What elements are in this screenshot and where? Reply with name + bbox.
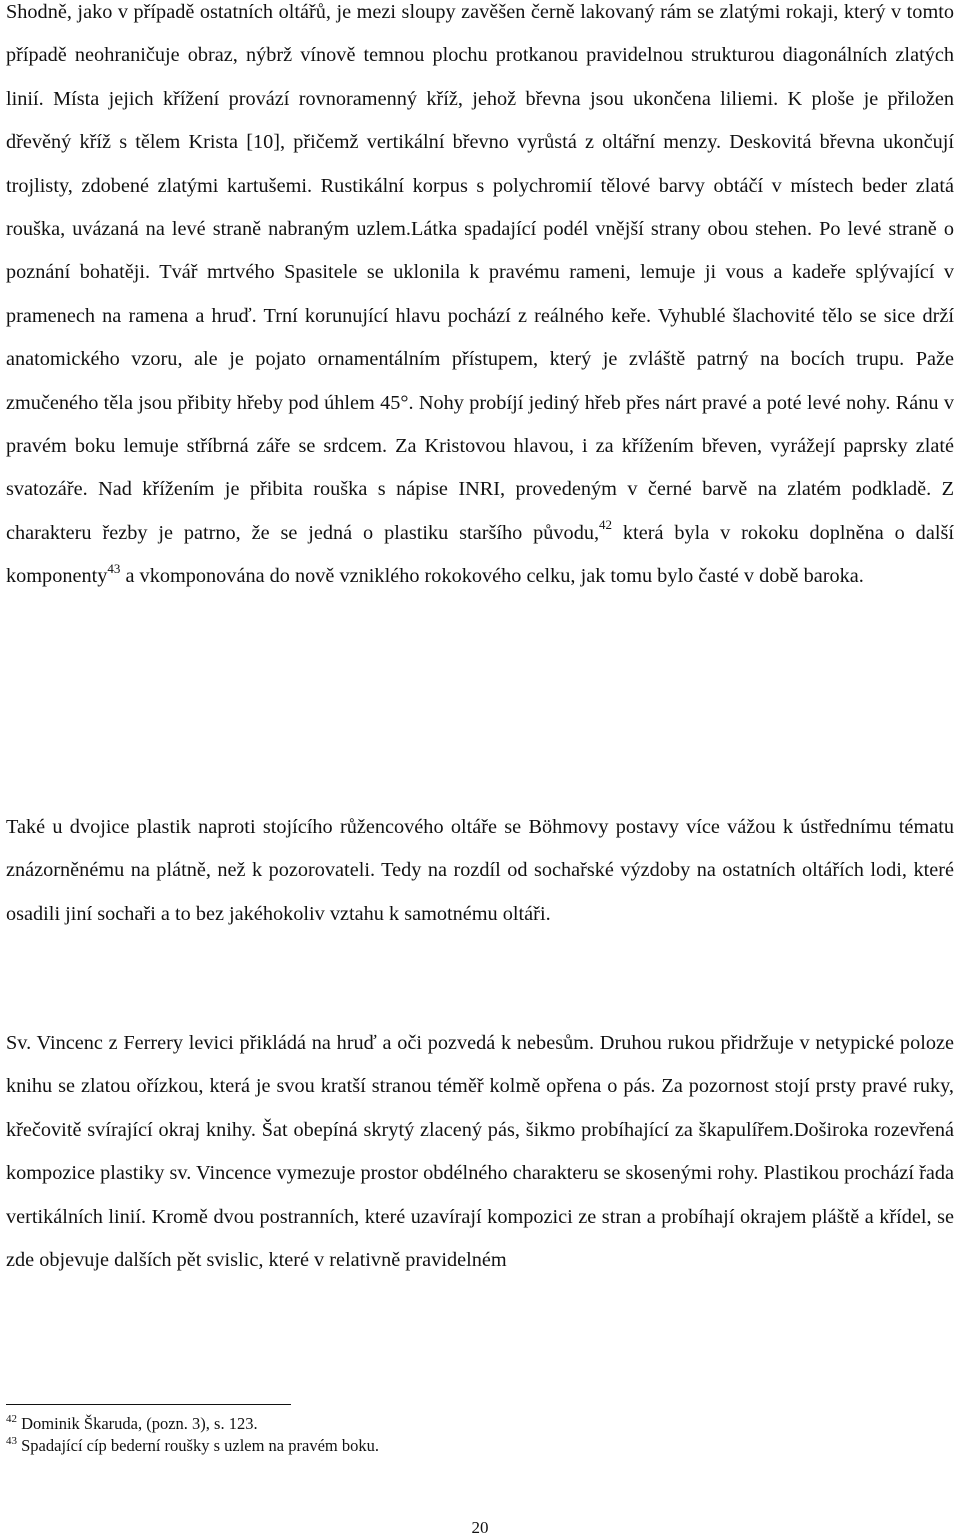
footnote-number: 43 bbox=[6, 1434, 17, 1447]
paragraph-1-text-a: Shodně, jako v případě ostatních oltářů, je mezi sloupy zavěšen černě lakovaný rám se zlatými rokaji, který v tomto případě neohraničuje obraz, nýbrž vínově temnou plochu protkanou pravidelnou strukturou diagonálních zlatých linií. Místa jejich křížení provází rovnoramenný kříž, jehož břevna jsou ukončena liliemi. K ploše je přiložen dřevěný kříž s tělem Krista [10], přičemž vertikální břevno vyrůstá z oltářní menzy. Deskovitá břevna ukončují trojlisty, zdobené zlatými kartušemi. Rustikální korpus s polychromií tělové barvy obtáčí v místech beder zlatá rouška, uvázaná na levé straně nabraným uzlem.Látka spadající podél vnější strany obou stehen. Po levé straně o poznání bohatěji. Tvář mrtvého Spasitele se uklonila k pravému rameni, lemuje ji vous a kadeře splývající v pramenech na ramena a hruď. Trní korunující hlavu pochází z reálného keře. Vyhublé šlachovité tělo se sice drží anatomického vzoru, ale je pojato ornamentálním přístupem, který je zvláště patrný na bocích trupu. Paže zmučeného těla jsou přibity hřeby pod úhlem 45°. Nohy probíjí jediný hřeb přes nárt pravé a poté levé nohy. Ránu v pravém boku lemuje stříbrná záře se srdcem. Za Kristovou hlavou, i za křížením břeven, vyrážejí paprsky zlaté svatozáře. Nad křížením je přibita rouška s nápise INRI, provedeným v černé barvě na zlatém podkladě. Z charakteru řezby je patrno, že se jedná o plastiku staršího původu, bbox=[6, 1, 954, 544]
footnote-ref-43[interactable]: 43 bbox=[107, 560, 121, 576]
body-paragraph-3: Sv. Vincenc z Ferrery levici přikládá na hruď a oči pozvedá k nebesům. Druhou rukou přidržuje v netypické poloze knihu se zlatou ořízkou, která je svou kratší stranou téměř kolmě opřena o pás. Za pozornost stojí prsty pravé ruky, křečovitě svírající okraj knihy. Šat obepíná skrytý zlacený pás, šikmo probíhající za škapulířem.Doširoka rozevřená kompozice plastiky sv. Vincence vymezuje prostor obdélného charakteru se skosenými rohy. Plastikou prochází řada vertikálních linií. Kromě dvou postranních, které uzavírají kompozici ze stran a probíhají okrajem pláště a křídel, se zde objevuje dalších pět svislic, které v relativně pravidelném bbox=[6, 1032, 954, 1272]
body-paragraph-2: Také u dvojice plastik naproti stojícího růžencového oltáře se Böhmovy postavy více vážou k ústřednímu tématu znázorněnému na plátně, než k pozorovateli. Tedy na rozdíl od sochařské výzdoby na ostatních oltářích lodi, které osadili jiní sochaři a to bez jakéhokoliv vztahu k samotnému oltáři. bbox=[6, 816, 954, 925]
footnote-text: Dominik Škaruda, (pozn. 3), s. 123. bbox=[17, 1414, 258, 1433]
footnote-separator bbox=[6, 1404, 291, 1405]
paragraph-1-text-c: a vkomponována do nově vzniklého rokokového celku, jak tomu bylo časté v době baroka. bbox=[120, 565, 864, 588]
footnotes bbox=[6, 1413, 946, 1457]
paragraph-1-text-b: která byla v rokoku doplněna o další komponenty bbox=[6, 521, 954, 588]
page-number: 20 bbox=[471, 1518, 489, 1537]
footnote-ref-42[interactable]: 42 bbox=[599, 517, 613, 533]
body-paragraph-1 bbox=[6, 0, 954, 599]
footnote-text: Spadající cíp bederní roušky s uzlem na pravém boku. bbox=[17, 1436, 379, 1455]
footnote-43 bbox=[6, 1435, 946, 1457]
footnote-42 bbox=[6, 1413, 946, 1435]
footnote-number: 42 bbox=[6, 1412, 17, 1425]
